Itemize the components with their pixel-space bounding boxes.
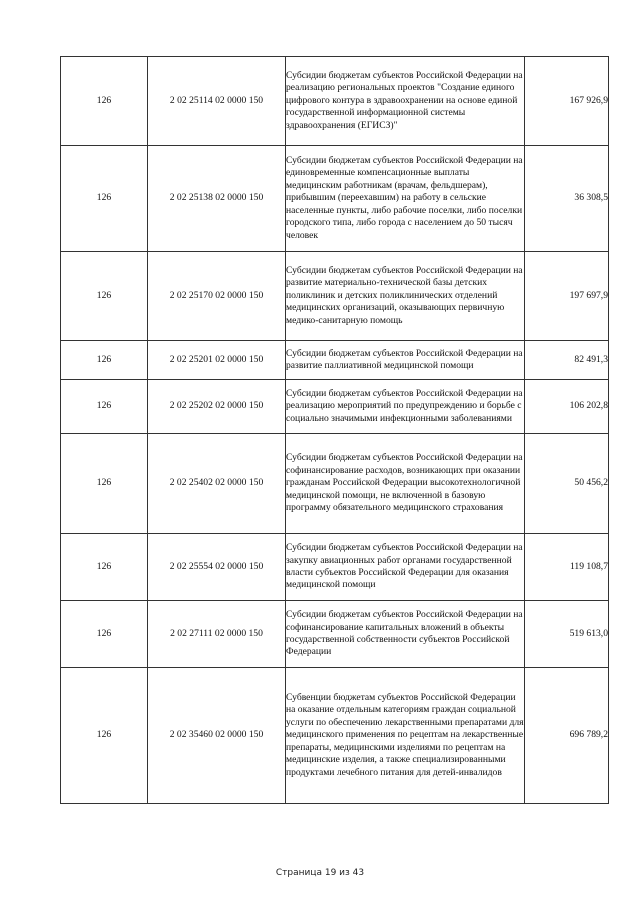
budget-code-cell: 2 02 25138 02 0000 150	[148, 146, 286, 252]
budget-code-cell: 2 02 25554 02 0000 150	[148, 534, 286, 601]
table-row	[61, 57, 609, 146]
table-row	[61, 380, 609, 434]
amount-cell: 82 491,3	[525, 341, 609, 380]
amount-cell: 106 202,8	[525, 380, 609, 434]
revenue-table-body	[61, 57, 609, 804]
table-row	[61, 601, 609, 668]
table-row	[61, 146, 609, 252]
revenue-name-cell: Субсидии бюджетам субъектов Российской Федерации на софинансирование капитальных вложений в объекты государственной собственности субъектов Российской Федерации	[286, 601, 525, 668]
admin-code-cell: 126	[61, 252, 148, 341]
page-number: Страница 19 из 43	[275, 868, 365, 878]
amount-cell: 197 697,9	[525, 252, 609, 341]
admin-code-cell: 126	[61, 601, 148, 668]
revenue-name-cell: Субсидии бюджетам субъектов Российской Федерации на развитие материально-технической базы детских поликлиник и детских поликлинических отделений медицинских организаций, оказывающих первичную медико-санитарную помощь	[286, 252, 525, 341]
amount-cell: 167 926,9	[525, 57, 609, 146]
budget-code-cell: 2 02 25170 02 0000 150	[148, 252, 286, 341]
budget-code-cell: 2 02 35460 02 0000 150	[148, 668, 286, 804]
revenue-name-cell: Субсидии бюджетам субъектов Российской Федерации на единовременные компенсационные выплаты медицинским работникам (врачам, фельдшерам), прибывшим (переехавшим) на работу в сельские населенные пункты, либо рабочие поселки, либо поселки городского типа, либо города с населением до 50 тысяч человек	[286, 146, 525, 252]
amount-cell: 119 108,7	[525, 534, 609, 601]
table-row	[61, 668, 609, 804]
revenue-name-cell: Субсидии бюджетам субъектов Российской Федерации на софинансирование расходов, возникающих при оказании гражданам Российской Федерации высокотехнологичной медицинской помощи, не включенной в базовую программу обязательного медицинского страхования	[286, 434, 525, 534]
admin-code-cell: 126	[61, 434, 148, 534]
admin-code-cell: 126	[61, 668, 148, 804]
revenue-name-cell: Субсидии бюджетам субъектов Российской Федерации на закупку авиационных работ органами государственной власти субъектов Российской Федерации для оказания медицинской помощи	[286, 534, 525, 601]
table-row	[61, 534, 609, 601]
table-row	[61, 341, 609, 380]
admin-code-cell: 126	[61, 534, 148, 601]
admin-code-cell: 126	[61, 380, 148, 434]
revenue-name-cell: Субсидии бюджетам субъектов Российской Федерации на реализацию мероприятий по предупреждению и борьбе с социально значимыми инфекционными заболеваниями	[286, 380, 525, 434]
revenue-table	[60, 56, 609, 804]
amount-cell: 36 308,5	[525, 146, 609, 252]
budget-code-cell: 2 02 25114 02 0000 150	[148, 57, 286, 146]
revenue-name-cell: Субсидии бюджетам субъектов Российской Федерации на развитие паллиативной медицинской помощи	[286, 341, 525, 380]
table-row	[61, 434, 609, 534]
table-row	[61, 252, 609, 341]
budget-code-cell: 2 02 25202 02 0000 150	[148, 380, 286, 434]
admin-code-cell: 126	[61, 146, 148, 252]
admin-code-cell: 126	[61, 341, 148, 380]
revenue-name-cell: Субсидии бюджетам субъектов Российской Федерации на реализацию региональных проектов "Создание единого цифрового контура в здравоохранении на основе единой государственной информационной системы здравоохранения (ЕГИСЗ)"	[286, 57, 525, 146]
amount-cell: 519 613,0	[525, 601, 609, 668]
revenue-name-cell: Субвенции бюджетам субъектов Российской Федерации на оказание отдельным категориям граждан социальной услуги по обеспечению лекарственными препаратами для медицинского применения по рецептам на лекарственные препараты, медицинскими изделиями по рецептам на медицинские изделия, а также специализированными продуктами лечебного питания для детей-инвалидов	[286, 668, 525, 804]
amount-cell: 50 456,2	[525, 434, 609, 534]
budget-code-cell: 2 02 27111 02 0000 150	[148, 601, 286, 668]
budget-code-cell: 2 02 25402 02 0000 150	[148, 434, 286, 534]
admin-code-cell: 126	[61, 57, 148, 146]
budget-code-cell: 2 02 25201 02 0000 150	[148, 341, 286, 380]
amount-cell: 696 789,2	[525, 668, 609, 804]
